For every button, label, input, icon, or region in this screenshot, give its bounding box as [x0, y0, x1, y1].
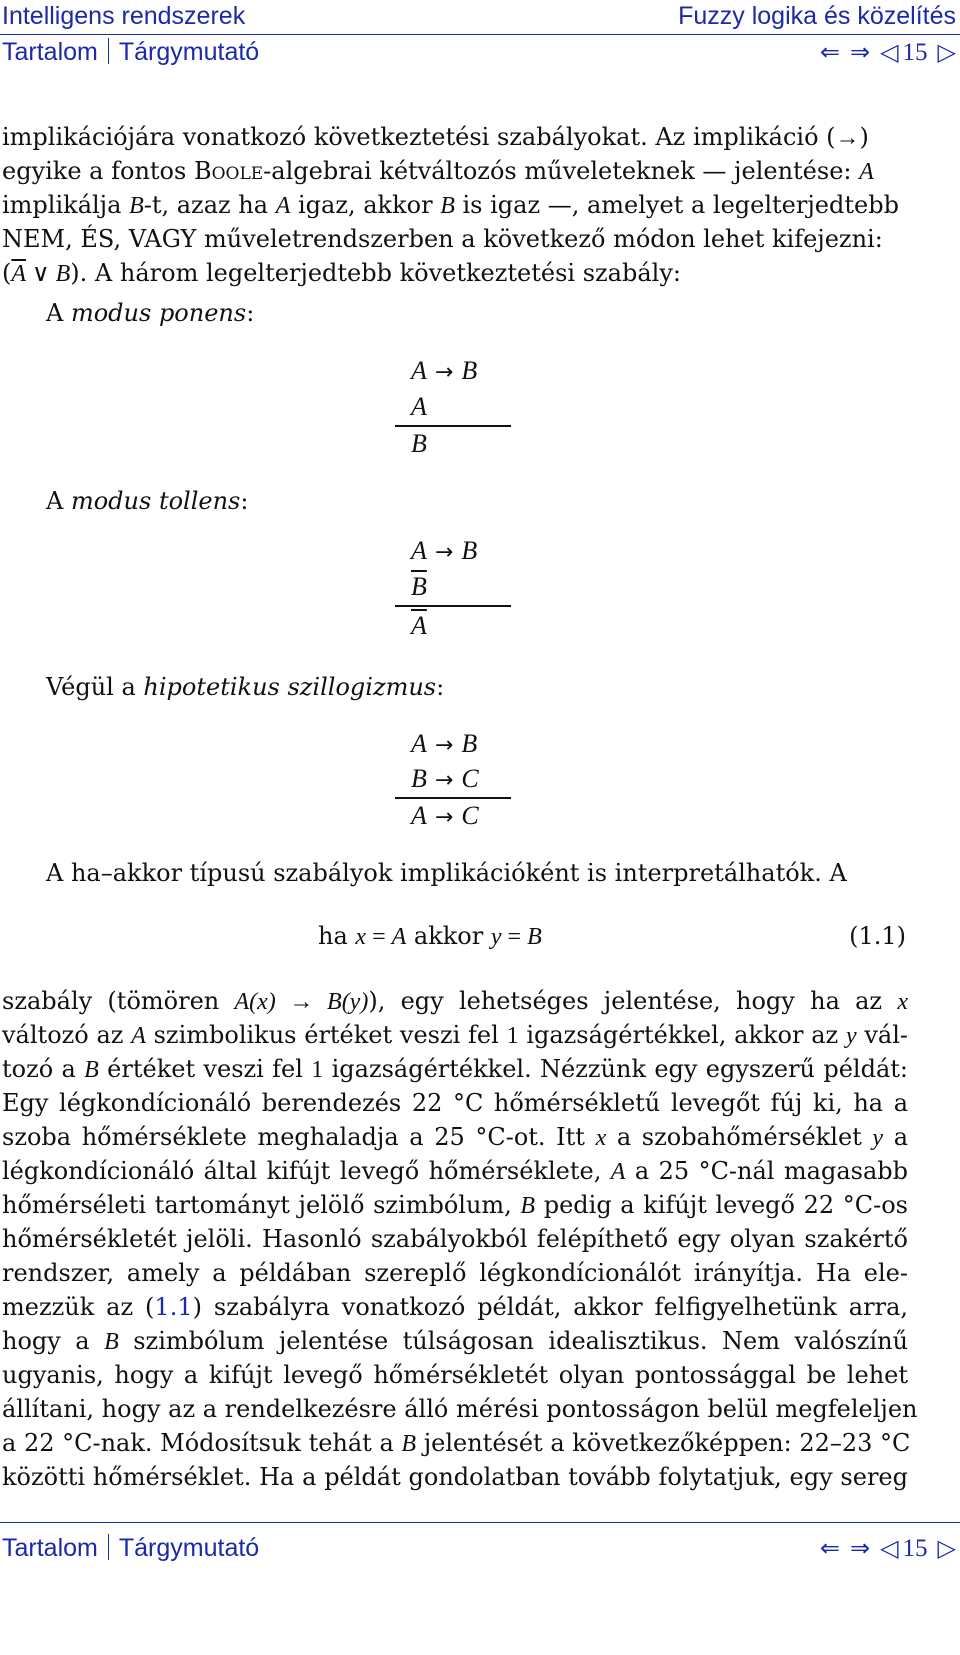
text-span: a	[883, 1123, 909, 1151]
math-symbol: A	[411, 801, 427, 830]
text-span: akkor	[406, 922, 491, 950]
text-span: pedig a kifújt levegő 22 °C-os	[535, 1191, 908, 1219]
math-symbol: B	[104, 1329, 119, 1355]
text-span: -t, azaz ha	[143, 191, 276, 219]
text-span: igazságértékkel. Nézzünk egy egyszerű példát:	[323, 1055, 908, 1083]
negated-symbol: $\overline{A}$	[411, 611, 427, 640]
forward-arrow-icon[interactable]: ⇒	[849, 38, 871, 66]
equals-symbol: =	[501, 924, 528, 950]
conclusion	[411, 427, 427, 461]
header-page-nav	[810, 38, 956, 67]
text-line	[2, 188, 906, 222]
math-symbol: A	[411, 392, 427, 421]
back-arrow-icon[interactable]: ⇐	[819, 1534, 840, 1562]
back-arrow-icon[interactable]: ⇐	[819, 38, 840, 66]
text-line	[2, 1426, 911, 1460]
equation-1-1	[318, 918, 542, 954]
header-nav-links	[2, 38, 259, 67]
modus-tollens-label	[46, 484, 248, 518]
math-symbol: A	[411, 356, 427, 385]
text-line: rendszer, amely a példában szereplő légkondícionálót irányítja. Ha ele-	[2, 1259, 908, 1287]
math-symbol: B	[461, 729, 478, 758]
text-line: hőmérsékletét jelöli. Hasonló szabályokból felépíthető egy olyan szakértő	[2, 1225, 908, 1253]
text-line	[2, 1324, 908, 1358]
math-symbol: A	[275, 193, 291, 219]
negated-symbol: $\overline{A}$	[11, 261, 27, 287]
math-expression: B(y)	[327, 989, 369, 1015]
text-line	[2, 120, 906, 154]
math-symbol: x	[897, 989, 908, 1015]
premise-1	[411, 354, 477, 388]
text-span: értéket veszi fel	[98, 1055, 312, 1083]
math-symbol: B	[411, 764, 427, 793]
math-symbol: B	[461, 356, 478, 385]
text-line	[2, 1018, 908, 1052]
premise-2	[411, 390, 427, 424]
math-symbol: x	[355, 924, 367, 950]
term: modus ponens	[70, 299, 247, 327]
footer-nav-links	[2, 1534, 259, 1563]
text-span: implikálja	[2, 191, 130, 219]
nav-separator	[108, 1534, 109, 1560]
text-span: A	[46, 299, 71, 327]
implication-symbol: →	[434, 805, 454, 830]
text-span: szabály (tömören	[2, 987, 235, 1015]
math-symbol: A	[859, 159, 874, 185]
text-span: szimbólum jelentése túlságosan idealisztikus. Nem valószínű	[118, 1327, 908, 1355]
text-line	[2, 256, 906, 290]
or-symbol: ∨	[26, 261, 56, 287]
text-span: egyike a fontos	[2, 157, 194, 185]
text-line	[2, 1052, 908, 1086]
math-number: 1	[506, 1023, 519, 1049]
contents-link[interactable]: Tartalom	[2, 38, 98, 66]
text-span: vál-	[856, 1021, 908, 1049]
modus-ponens-schema	[395, 354, 511, 464]
equation-number: (1.1)	[849, 922, 906, 950]
math-symbol: B	[461, 536, 478, 565]
text-line	[2, 1154, 908, 1188]
implication-symbol: →	[434, 540, 454, 565]
math-symbol: A	[391, 924, 407, 950]
next-page-icon[interactable]: ▷	[937, 1534, 956, 1562]
math-symbol: B	[411, 429, 427, 458]
inference-bar	[395, 605, 511, 607]
text-span: )	[859, 123, 869, 151]
implication-symbol: →	[275, 989, 328, 1015]
page-number: 15	[902, 39, 928, 66]
text-line: állítani, hogy az a rendelkezésre álló mérési pontosságon belül megfeleljen	[2, 1395, 918, 1423]
forward-arrow-icon[interactable]: ⇒	[849, 1534, 871, 1562]
math-symbol: B	[129, 193, 144, 219]
text-line	[2, 1188, 908, 1222]
math-symbol: A	[411, 536, 427, 565]
math-number: 1	[311, 1057, 324, 1083]
intro-paragraph	[2, 120, 906, 290]
text-line: közötti hőmérséklet. Ha a példát gondolatban tovább folytatjuk, egy sereg	[2, 1463, 908, 1491]
conclusion	[411, 609, 427, 643]
math-symbol: B	[520, 1193, 536, 1219]
text-span: tozó a	[2, 1055, 85, 1083]
text-span: mezzük az (	[2, 1293, 155, 1321]
boole-name: Boole	[193, 157, 264, 185]
text-span: ). A három legelterjedtebb következtetési szabály:	[70, 259, 681, 287]
text-line	[2, 984, 908, 1018]
nav-separator	[108, 38, 109, 64]
hypothetical-syllogism-schema	[395, 727, 511, 837]
text-span: igazságértékkel, akkor az	[518, 1021, 846, 1049]
text-span: ha	[318, 922, 356, 950]
premise-2	[411, 762, 479, 796]
modus-tollens-schema	[395, 534, 511, 644]
text-span: implikációjára vonatkozó következtetési szabályokat. Az implikáció (	[2, 123, 836, 151]
text-span: hogy a	[2, 1327, 105, 1355]
text-span: :	[436, 673, 445, 701]
text-line: ugyanis, hogy a kifújt levegő hőmérsékletét olyan pontossággal be lehet	[2, 1361, 908, 1389]
text-span: ), egy lehetséges jelentése, hogy ha az	[368, 987, 898, 1015]
text-line: NEM, ÉS, VAGY műveletrendszerben a következő módon lehet kifejezni:	[2, 225, 883, 253]
conclusion	[411, 799, 479, 833]
page-number: 15	[902, 1535, 928, 1562]
header-divider	[0, 34, 960, 35]
math-symbol: A	[411, 729, 427, 758]
text-line: Egy légkondícionáló berendezés 22 °C hőmérsékletű levegőt fúj ki, ha a	[2, 1089, 908, 1117]
text-span: változó az	[2, 1021, 132, 1049]
footer-divider	[0, 1522, 960, 1523]
hypothetical-syllogism-label	[46, 670, 444, 704]
text-span: szimbolikus értéket veszi fel	[145, 1021, 507, 1049]
modus-ponens-label	[46, 296, 254, 330]
conditional-sentence: A ha–akkor típusú szabályok implikációként is interpretálhatók. A	[46, 859, 847, 887]
text-span: -algebrai kétváltozós műveleteknek — jelentése:	[263, 157, 860, 185]
implication-symbol: →	[434, 733, 454, 758]
contents-link[interactable]: Tartalom	[2, 1534, 98, 1562]
math-symbol: C	[461, 801, 479, 830]
math-symbol: B	[440, 193, 455, 219]
negated-symbol: $\overline{B}$	[411, 572, 427, 601]
math-symbol: B	[55, 261, 71, 287]
text-span: jelentését a következőképpen: 22–23 °C	[416, 1429, 911, 1457]
equation-reference-link[interactable]: 1.1	[154, 1293, 193, 1321]
implication-symbol: →	[835, 125, 860, 151]
text-span: a szobahőmérséklet	[606, 1123, 873, 1151]
math-symbol: x	[595, 1125, 607, 1151]
text-span: ) szabályra vonatkozó példát, akkor felfigyelhetünk arra,	[192, 1293, 908, 1321]
text-span: igaz, akkor	[290, 191, 441, 219]
text-span: (	[2, 259, 12, 287]
text-line	[2, 1290, 908, 1324]
previous-page-icon[interactable]: ◁	[880, 1534, 899, 1562]
text-line	[2, 1120, 908, 1154]
equals-symbol: =	[366, 924, 392, 950]
text-span: hőmérséleti tartományt jelölő szimbólum,	[2, 1191, 521, 1219]
text-span: Végül a	[46, 673, 144, 701]
text-span: A	[46, 487, 71, 515]
body-paragraph	[2, 984, 918, 1494]
math-symbol: B	[401, 1431, 417, 1457]
index-link[interactable]: Tárgymutató	[118, 38, 260, 66]
premise-1	[411, 727, 477, 761]
text-line	[2, 154, 906, 188]
text-span: a 22 °C-nak. Módosítsuk tehát a	[2, 1429, 402, 1457]
course-title-link[interactable]: Intelligens rendszerek	[2, 2, 246, 30]
premise-2	[411, 570, 427, 604]
math-expression: A(x)	[234, 989, 276, 1015]
next-page-icon[interactable]: ▷	[937, 38, 956, 66]
math-symbol: B	[527, 924, 542, 950]
premise-1	[411, 534, 477, 568]
text-span: a 25 °C-nál magasabb	[625, 1157, 908, 1185]
previous-page-icon[interactable]: ◁	[880, 38, 899, 66]
footer-page-nav	[810, 1534, 956, 1563]
page-footer	[0, 1520, 960, 1655]
term: modus tollens	[70, 487, 241, 515]
page-header	[0, 0, 960, 70]
chapter-title-link[interactable]: Fuzzy logika és közelítés	[678, 2, 956, 30]
text-span: is igaz —, amelyet a legelterjedtebb	[454, 191, 899, 219]
math-symbol: B	[84, 1057, 99, 1083]
math-symbol: y	[872, 1125, 884, 1151]
text-span: légkondícionáló által kifújt levegő hőmérséklete,	[2, 1157, 611, 1185]
math-symbol: y	[845, 1023, 857, 1049]
index-link[interactable]: Tárgymutató	[118, 1534, 260, 1562]
text-span: :	[246, 299, 255, 327]
math-symbol: C	[461, 764, 479, 793]
implication-symbol: →	[434, 360, 454, 385]
math-symbol: y	[490, 924, 502, 950]
implication-symbol: →	[434, 768, 454, 793]
math-symbol: A	[131, 1023, 146, 1049]
text-span: :	[240, 487, 249, 515]
math-symbol: A	[610, 1159, 626, 1185]
text-span: szoba hőmérséklete meghaladja a 25 °C-ot. Itt	[2, 1123, 596, 1151]
term: hipotetikus szillogizmus	[143, 673, 437, 701]
